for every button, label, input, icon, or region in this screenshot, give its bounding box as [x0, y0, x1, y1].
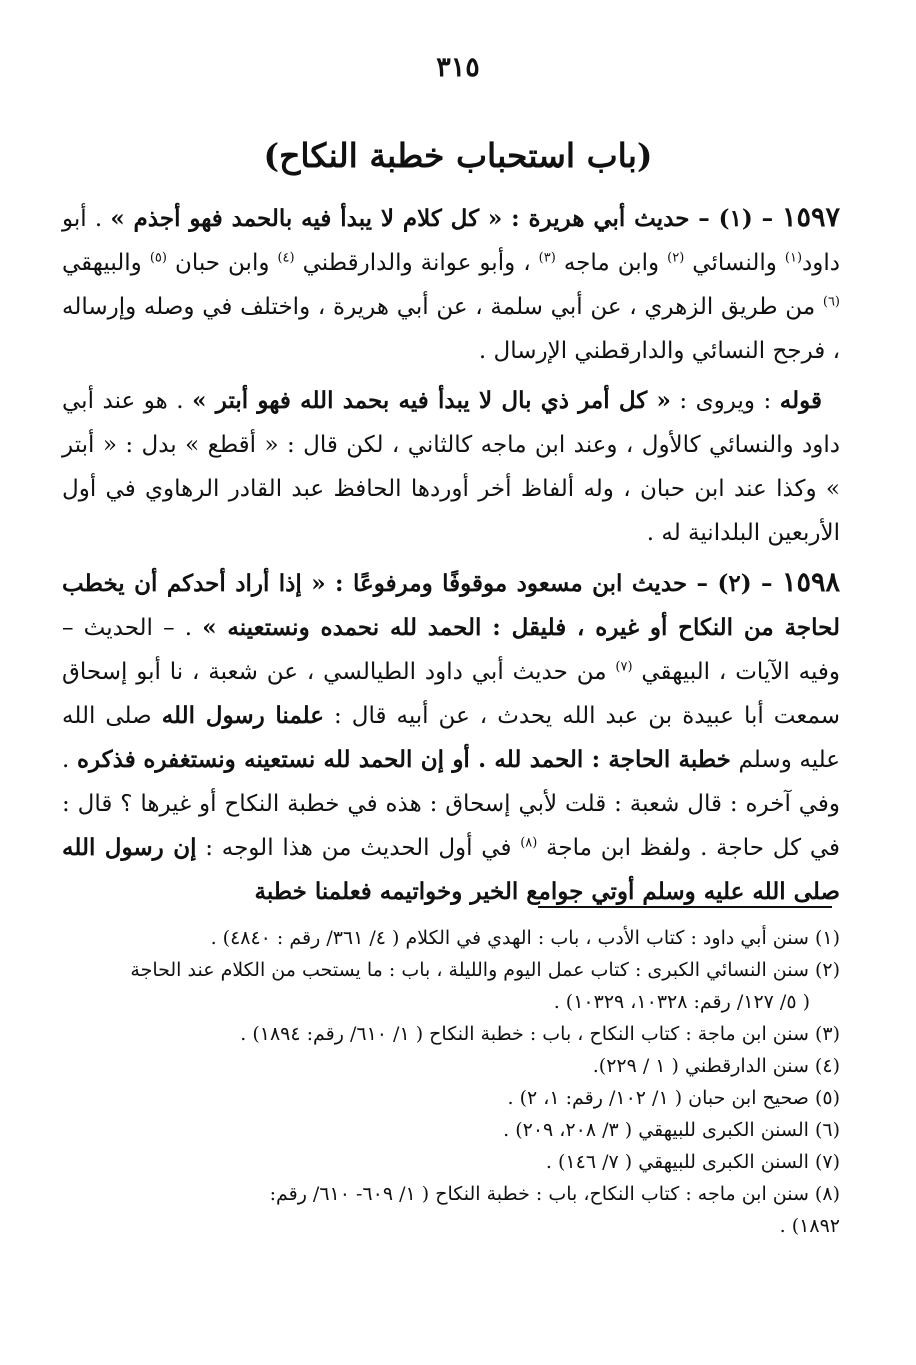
- footnote-ref: (٦): [822, 294, 840, 310]
- footnote-5: (٥) صحيح ابن حبان ( ١/ ١٠٢/ رقم: ١، ٢) .: [507, 1087, 840, 1109]
- hadith-quote: « كل كلام لا يبدأ فيه بالحمد فهو أجذم »: [110, 205, 503, 232]
- footnote-1: (١) سنن أبي داود : كتاب الأدب ، باب : الهدي في الكلام ( ٤/ ٣٦١/ رقم : ٤٨٤٠) .: [210, 927, 840, 949]
- page-number: ٣١٥: [436, 52, 480, 83]
- footnote-4: (٤) سنن الدارقطني ( ١ / ٢٢٩).: [592, 1055, 840, 1077]
- footnote-ref: (٣): [538, 250, 556, 266]
- footnote-ref: (٧): [615, 659, 633, 675]
- footnotes: [62, 922, 840, 1242]
- footnote-6: (٦) السنن الكبرى للبيهقي ( ٣/ ٢٠٨، ٢٠٩) .: [503, 1119, 840, 1141]
- footnote-8-continued: ١٨٩٢) .: [779, 1215, 840, 1237]
- entry-1597: ١٥٩٧ – (١) – حديث أبي هريرة : « كل كلام لا يبدأ فيه بالحمد فهو أجذم » . أبو داود$^{(١)}$ والنسائي $^{(٢)}$ وابن ماجه $^{(٣)}$ ، وأبو عوانة والدارقطني $^{(٤)}$ وابن حبان $^{(٥)}$ والبيهقي $^{(٦)}$ من طريق الزهري ، عن أبي سلمة ، عن أبي هريرة ، واختلف في وصله وإرساله ، فرجح النسائي والدارقطني الإرسال .: [62, 202, 841, 364]
- hadith-quote: « إذا أراد أحدكم أن يخطب لحاجة من النكاح أو غيره ، فليقل : الحمد لله نحمده ونستعينه »: [62, 570, 840, 641]
- qawluh-label: قوله: [779, 387, 822, 414]
- entry-number: ١٥٩٨: [782, 567, 841, 598]
- main-text: [62, 196, 840, 920]
- hadith-source: – حديث ابن مسعود موقوفًا ومرفوعًا :: [325, 570, 718, 597]
- footnote-3: (٣) سنن ابن ماجة : كتاب النكاح ، باب : خطبة النكاح ( ١/ ٦١٠/ رقم: ١٨٩٤) .: [240, 1023, 840, 1045]
- footnote-2: (٢) سنن النسائي الكبرى : كتاب عمل اليوم والليلة ، باب : ما يستحب من الكلام عند الحاجة: [130, 959, 840, 981]
- entry-1598: ١٥٩٨ – (٢) – حديث ابن مسعود موقوفًا ومرفوعًا : « إذا أراد أحدكم أن يخطب لحاجة من النكاح أو غيره ، فليقل : الحمد لله نحمده ونستعينه » . – الحديث – وفيه الآيات ، البيهقي $^{(٧)}$ من حديث أبي داود الطيالسي ، عن شعبة ، نا أبو إسحاق سمعت أبا عبيدة بن عبد الله يحدث ، عن أبيه قال : علمنا رسول الله صلى الله عليه وسلم خطبة الحاجة : الحمد لله . أو إن الحمد لله نستعينه ونستغفره فذكره . وفي آخره : قال شعبة : قلت لأبي إسحاق : هذه في خطبة النكاح أو غيرها ؟ قال : في كل حاجة . ولفظ ابن ماجة $^{(٨)}$ في أول الحديث من هذا الوجه : إن رسول الله صلى الله عليه وسلم أوتي جوامع الخير وخواتيمه فعلمنا خطبة: [62, 567, 841, 905]
- footnote-ref: (٤): [277, 250, 295, 266]
- hadith-quote: « كل أمر ذي بال لا يبدأ فيه بحمد الله فهو أبتر »: [192, 387, 671, 414]
- footnote-ref: (٥): [149, 250, 167, 266]
- commentary-qawluh: قوله : ويروى : « كل أمر ذي بال لا يبدأ فيه بحمد الله فهو أبتر » . هو عند أبي داود والنسائي كالأول ، وعند ابن ماجه كالثاني ، لكن قال : « أقطع » بدل : « أبتر » وكذا عند ابن حبان ، وله ألفاظ أخر أوردها الحافظ عبد القادر الرهاوي في أول الأربعين البلدانية له .: [62, 387, 840, 546]
- footnote-8: (٨) سنن ابن ماجه : كتاب النكاح، باب : خطبة النكاح ( ١/ ٦٠٩- ٦١٠/ رقم:: [269, 1183, 840, 1205]
- hadith-source: – حديث أبي هريرة :: [502, 205, 719, 232]
- footnote-2-continued: ( ٥/ ١٢٧/ رقم: ١٠٣٢٨، ١٠٣٢٩) .: [553, 991, 810, 1013]
- footnote-7: (٧) السنن الكبرى للبيهقي ( ٧/ ١٤٦) .: [545, 1151, 840, 1173]
- footnote-divider: [538, 906, 832, 908]
- footnote-ref: (٨): [520, 835, 538, 851]
- entry-subnumber: (٢): [717, 570, 752, 597]
- footnote-ref: (١): [784, 250, 803, 266]
- entry-number: ١٥٩٧: [782, 202, 841, 233]
- footnote-ref: (٢): [667, 250, 685, 266]
- chapter-title: (باب استحباب خطبة النكاح): [263, 136, 653, 175]
- entry-subnumber: (١): [718, 205, 753, 232]
